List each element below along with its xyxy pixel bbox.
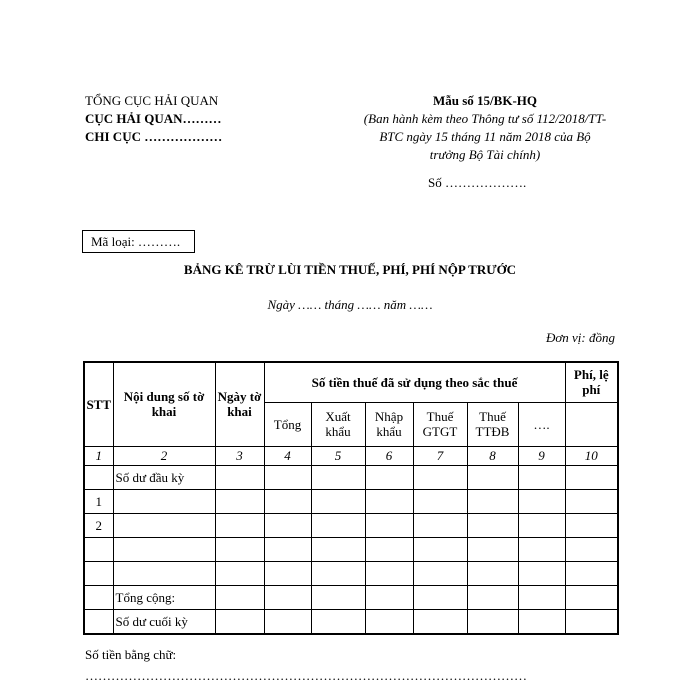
row-content bbox=[113, 537, 215, 561]
subheader-other: …. bbox=[518, 402, 565, 446]
form-note-line-3: trưởng Bộ Tài chính) bbox=[429, 147, 541, 162]
column-number: 8 bbox=[467, 446, 518, 465]
column-number: 10 bbox=[565, 446, 618, 465]
header-declaration-content: Nội dung số tờ khai bbox=[113, 362, 215, 446]
row-content: Số dư cuối kỳ bbox=[113, 609, 215, 634]
subheader-vat: Thuế GTGT bbox=[413, 402, 467, 446]
row-content: Tổng cộng: bbox=[113, 585, 215, 609]
row-stt bbox=[84, 537, 113, 561]
table-row bbox=[84, 489, 618, 513]
row-stt bbox=[84, 609, 113, 634]
header-fees: Phí, lệ phí bbox=[565, 362, 618, 402]
type-code-box: Mã loại: ………. bbox=[82, 230, 195, 253]
subheader-special-consumption: Thuế TTĐB bbox=[467, 402, 518, 446]
row-stt: 2 bbox=[84, 513, 113, 537]
column-number: 7 bbox=[413, 446, 467, 465]
subheader-total: Tổng bbox=[264, 402, 311, 446]
row-content: Số dư đầu kỳ bbox=[113, 465, 215, 489]
form-note-line-2: BTC ngày 15 tháng 11 năm 2018 của Bộ bbox=[379, 129, 591, 144]
table-row-closing-balance bbox=[84, 609, 618, 634]
column-number: 6 bbox=[365, 446, 413, 465]
row-stt bbox=[84, 465, 113, 489]
document-title: BẢNG KÊ TRỪ LÙI TIỀN THUẾ, PHÍ, PHÍ NỘP TRƯỚC bbox=[183, 262, 517, 277]
agency-line-customs-department: CỤC HẢI QUAN……… bbox=[85, 111, 222, 126]
header-tax-amount-used: Số tiền thuế đã sử dụng theo sắc thuế bbox=[264, 362, 565, 402]
table-row bbox=[84, 537, 618, 561]
agency-line-branch: CHI CỤC ……………… bbox=[85, 129, 223, 144]
deduction-table bbox=[83, 361, 619, 635]
column-number-row bbox=[84, 446, 618, 465]
document-number: Số ………………. bbox=[428, 175, 527, 190]
row-stt bbox=[84, 561, 113, 585]
table-row-total bbox=[84, 585, 618, 609]
agency-line-general-department: TỔNG CỤC HẢI QUAN bbox=[85, 93, 219, 108]
subheader-import: Nhập khẩu bbox=[365, 402, 413, 446]
row-stt bbox=[84, 585, 113, 609]
table-row bbox=[84, 561, 618, 585]
column-number: 9 bbox=[518, 446, 565, 465]
column-number: 3 bbox=[215, 446, 264, 465]
row-content bbox=[113, 489, 215, 513]
form-header bbox=[340, 92, 630, 164]
column-number: 5 bbox=[311, 446, 365, 465]
subheader-export: Xuất khẩu bbox=[311, 402, 365, 446]
column-number: 4 bbox=[264, 446, 311, 465]
agency-header bbox=[85, 92, 222, 146]
amount-in-words-blank: ………………………………………………………………………………………… bbox=[85, 668, 527, 683]
date-line: Ngày …… tháng …… năm …… bbox=[267, 297, 433, 312]
row-stt: 1 bbox=[84, 489, 113, 513]
header-stt: STT bbox=[84, 362, 113, 446]
subheader-fees-empty bbox=[565, 402, 618, 446]
column-number: 2 bbox=[113, 446, 215, 465]
form-note-line-1: (Ban hành kèm theo Thông tư số 112/2018/TT- bbox=[363, 111, 607, 126]
table-row-opening-balance bbox=[84, 465, 618, 489]
row-content bbox=[113, 513, 215, 537]
form-number: Mẫu số 15/BK-HQ bbox=[432, 93, 537, 108]
unit-label: Đơn vị: đồng bbox=[545, 330, 615, 345]
row-content bbox=[113, 561, 215, 585]
table-row bbox=[84, 513, 618, 537]
amount-in-words-label: Số tiền bằng chữ: bbox=[85, 647, 177, 662]
header-declaration-date: Ngày tờ khai bbox=[215, 362, 264, 446]
column-number: 1 bbox=[84, 446, 113, 465]
